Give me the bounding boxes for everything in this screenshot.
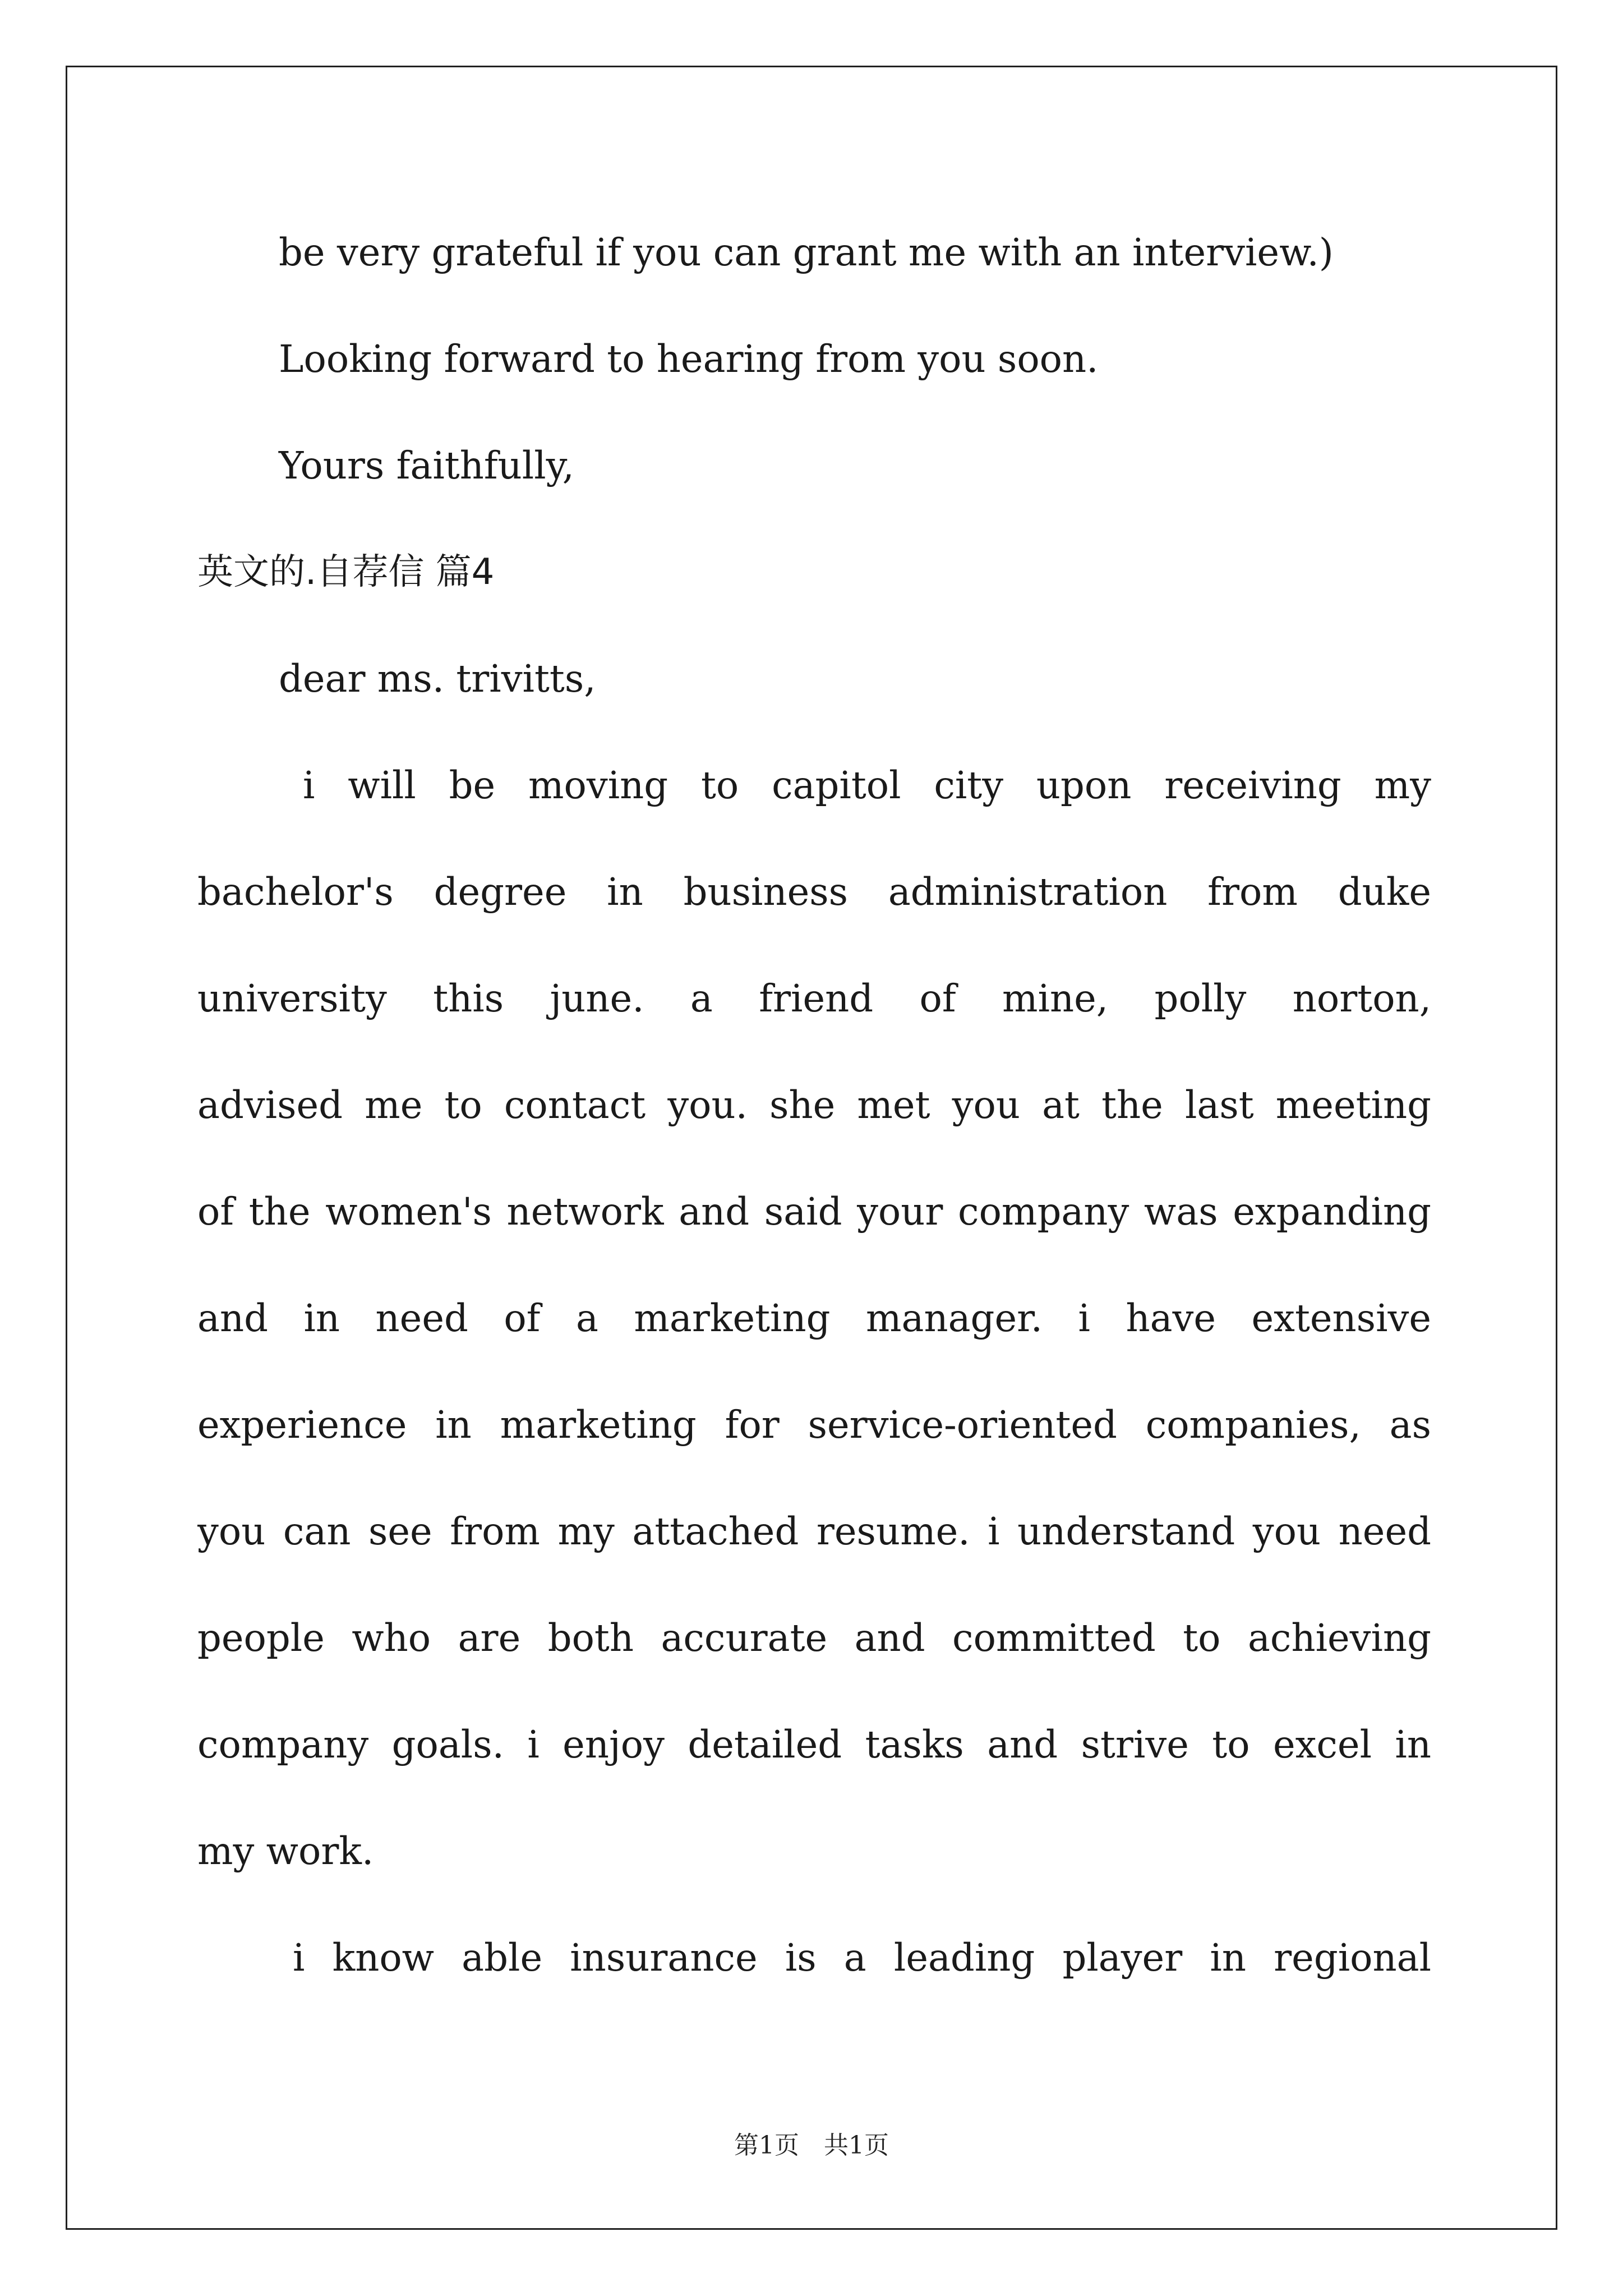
paragraph-line: of the women's network and said your company was expanding xyxy=(197,1190,1431,1234)
page-border xyxy=(66,66,1557,2230)
paragraph-line: university this june. a friend of mine, polly norton, xyxy=(197,977,1431,1020)
paragraph-line: you can see from my attached resume. i understand you need xyxy=(197,1510,1431,1553)
paragraph-line: i will be moving to capitol city upon receiving my xyxy=(303,763,1431,807)
section-heading: 英文的.自荐信 篇4 xyxy=(197,551,495,593)
paragraph-line: company goals. i enjoy detailed tasks and strive to excel in xyxy=(197,1723,1431,1766)
text-line: be very grateful if you can grant me with an interview.) xyxy=(279,231,1334,274)
text-line: Looking forward to hearing from you soon. xyxy=(279,337,1099,381)
salutation: dear ms. trivitts, xyxy=(279,657,596,701)
paragraph-line: advised me to contact you. she met you at the last meeting xyxy=(197,1083,1431,1127)
text-line: Yours faithfully, xyxy=(279,444,574,487)
paragraph-line: my work. xyxy=(197,1829,374,1873)
paragraph-line: experience in marketing for service-oriented companies, as xyxy=(197,1403,1431,1447)
paragraph-line: bachelor's degree in business administration from duke xyxy=(197,870,1431,914)
paragraph-line: people who are both accurate and committed to achieving xyxy=(197,1616,1431,1660)
paragraph-line: and in need of a marketing manager. i have extensive xyxy=(197,1296,1431,1340)
paragraph-line: i know able insurance is a leading player in regional xyxy=(293,1936,1431,1980)
page-number: 第1页 共1页 xyxy=(734,2131,889,2160)
